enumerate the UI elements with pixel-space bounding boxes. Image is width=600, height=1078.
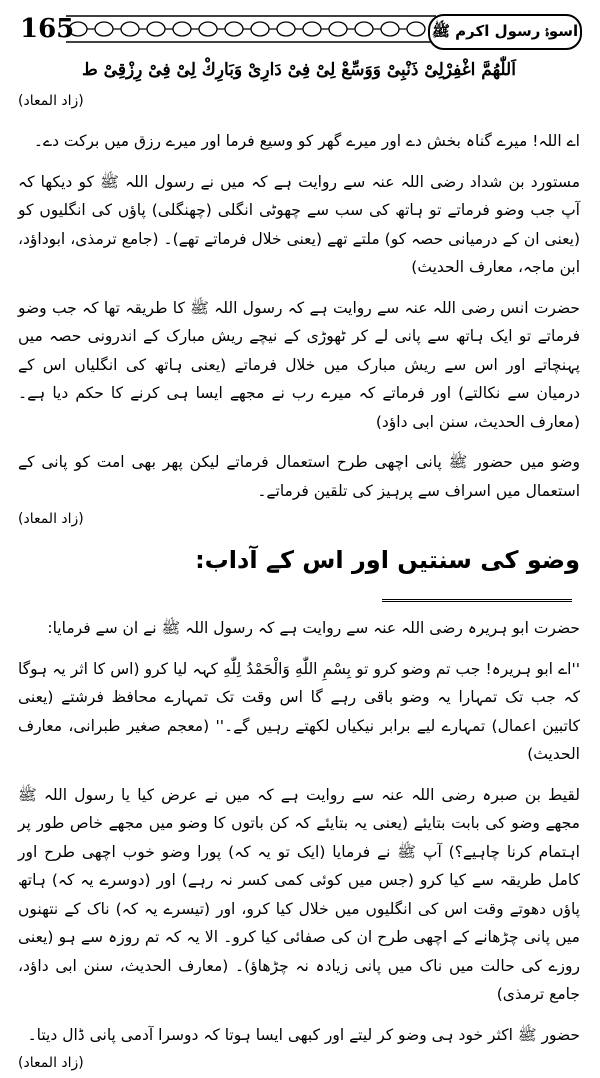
paragraph: لقیط بن صبرہ رضی اللہ عنہ سے روایت ہے کہ میں نے عرض کیا یا رسول اللہ ﷺ مجھے وضو کی بابت بتایئے (یعنی یہ بتایئے کہ کن باتوں کا وضو میں مجھے خاص طور پر اہتمام کرنا چاہیے؟) آپ ﷺ نے فرمایا (ایک تو یہ کہ) پورا وضو خوب اچھی طرح اور کامل طریقہ سے کیا کرو (جس میں کوئی کمی کسر نہ رہے) اور (دوسرے یہ کہ) ہاتھ پاؤں دھوتے وقت اس کی انگلیوں میں خلال کیا کرو، اور (تیسرے یہ کہ) ناک کے نتھنوں میں پانی چڑھانے کے اچھی طرح ان کی صفائی کیا کرو۔ الا یہ کہ تم روزہ سے ہو (یعنی روزے کی حالت میں ناک میں پانی زیادہ نہ چڑھاؤ)۔ (معارف الحدیث، سنن ابی داؤد، جامع ترمذی)	[18, 785, 580, 1003]
section-heading-row	[18, 534, 580, 615]
hadith-quote: ''اے ابو ہریرہ! جب تم وضو کرو تو بِسْمِ اللّٰهِ وَالْحَمْدُ لِلّٰهِ کہہ لیا کرو (اس کا اثر یہ ہوگا کہ جب تک تمہارا یہ وضو باقی رہے گا اس وقت تک تمہارے محافظ فرشتے (یعنی کاتبین اعمال) تمہارے لیے برابر نیکیاں لکھتے رہیں گے۔'' (معجم صغیر طبرانی، معارف الحدیث)	[18, 659, 580, 763]
source-reference: (زاد المعاد)	[18, 511, 84, 527]
running-title: اسوۂ رسول اکرم ﷺ	[428, 14, 582, 50]
page-header	[14, 12, 586, 52]
paragraph: مستورد بن شداد رضی اللہ عنہ سے روایت ہے کہ میں نے رسول اللہ ﷺ کو دیکھا کہ آپ جب وضو فرماتے تو ہاتھ کی سب سے چھوٹی انگلی (چھنگلی) پاؤں کی انگلیوں کو (یعنی ان کے درمیانی حصہ کو) ملتے تھے (یعنی خلال فرماتے تھے)۔ (جامع ترمذی، ابوداؤد، ابن ماجہ، معارف الحدیث)	[18, 172, 580, 276]
page-number: 165	[20, 14, 75, 44]
decorative-border-icon	[66, 12, 436, 46]
heading-underline	[382, 599, 572, 602]
paragraph: اے اللہ! میرے گناہ بخش دے اور میرے گھر کو وسیع فرما اور میرے رزق میں برکت دے۔	[33, 132, 580, 150]
paragraph: حضور ﷺ اکثر خود ہی وضو کر لیتے اور کبھی ایسا ہوتا کہ دوسرا آدمی پانی ڈال دیتا۔	[27, 1025, 580, 1044]
paragraph: حضرت ابو ہریرہ رضی اللہ عنہ سے روایت ہے کہ رسول اللہ ﷺ نے ان سے فرمایا:	[47, 619, 580, 637]
source-reference: (زاد المعاد)	[18, 1055, 84, 1071]
source-reference: (زاد المعاد)	[18, 92, 84, 109]
page-body	[18, 56, 580, 1078]
section-heading: وضو کی سنتیں اور اس کے آداب:	[195, 545, 580, 574]
paragraph: حضرت انس رضی اللہ عنہ سے روایت ہے کہ رسول اللہ ﷺ کا طریقہ تھا کہ جب وضو فرماتے تو ایک ہاتھ سے پانی لے کر ٹھوڑی کے نیچے ریش مبارک کے اندرونی حصہ میں پہنچاتے اور اس سے ریش مبارک میں خلال فرماتے (یعنی ہاتھ کی انگلیاں اس کے درمیان سے نکالتے) اور فرماتے کہ میرے رب نے مجھے ایسا ہی کرنے کا حکم دیا ہے۔ (معارف الحدیث، سنن ابی داؤد)	[18, 298, 580, 431]
paragraph: وضو میں حضور ﷺ پانی اچھی طرح استعمال فرماتے لیکن پھر بھی امت کو پانی کے استعمال میں اسراف سے پرہیز کی تلقین فرماتے۔	[18, 453, 580, 500]
dua-arabic-text: اَللّٰهُمَّ اغْفِرْلِیْ ذَنْبِیْ وَوَسِّعْ لِیْ فِیْ دَارِیْ وَبَارِكْ لِیْ فِیْ رِزْقِیْ ط	[82, 60, 516, 80]
